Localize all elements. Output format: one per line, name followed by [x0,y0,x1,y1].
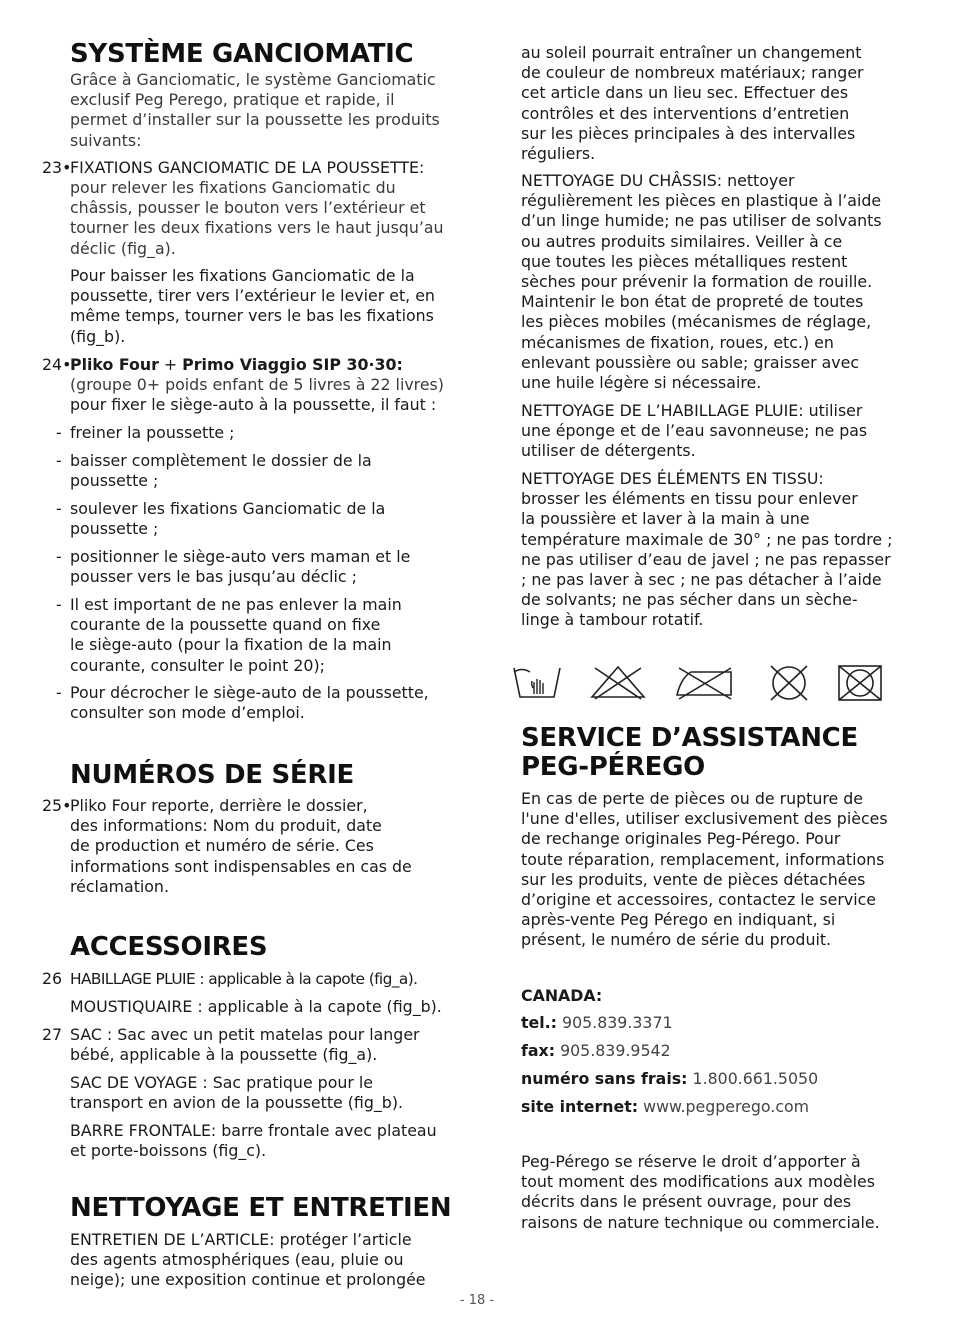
text-line: courante de la poussette quand on fixe [70,615,381,635]
text-line: ; ne pas laver à sec ; ne pas détacher à l’aide [521,570,882,590]
text-line: toute réparation, remplacement, informations [521,849,885,869]
text-line: la poussière et laver à la main à une [521,509,810,529]
bullet-dash: - [56,547,62,566]
text-line: neige); une exposition continue et prolongée [70,1270,426,1290]
item-24-intro: pour fixer le siège-auto à la poussette, il faut : [70,395,437,414]
section-title-service-1: SERVICE D’ASSISTANCE [521,723,858,753]
text-line: des informations: Nom du produit, date [70,816,382,836]
text-line: ou autres produits similaires. Veiller à ce [521,231,843,251]
text-line: Maintenir le bon état de propreté de toutes [521,292,864,312]
item-number-27: 27 [42,1025,63,1044]
text-line: Pour décrocher le siège-auto de la poussette, [70,683,429,702]
text-line: En cas de perte de pièces ou de rupture de [521,789,863,808]
section-title-accessories: ACCESSOIRES [70,932,268,962]
text-line: informations sont indispensables en cas de [70,856,412,876]
contact-label: numéro sans frais: [521,1069,688,1088]
no-bleach-icon [589,664,647,700]
text-line: contrôles et des interventions d’entretien [521,103,850,123]
text-line: BARRE FRONTALE: barre frontale avec plateau [70,1121,437,1140]
text-line: des agents atmosphériques (eau, pluie ou [70,1250,404,1270]
text-line: tout moment des modifications aux modèles [521,1172,875,1192]
text-line: freiner la poussette ; [70,423,235,442]
text-line: NETTOYAGE DE L’HABILLAGE PLUIE: utiliser [521,401,863,420]
text-line: régulièrement les pièces en plastique à l’aide [521,191,882,211]
bullet-item [70,595,402,676]
product-name: Primo Viaggio SIP 30·30: [182,355,403,374]
item-number-25: 25• [42,796,72,815]
item-27-b [70,1073,403,1113]
bullet-item [70,499,385,539]
text-line: Il est important de ne pas enlever la main [70,595,402,614]
text-line: SAC : Sac avec un petit matelas pour langer [70,1025,420,1044]
text-line: une éponge et de l’eau savonneuse; ne pas [521,421,868,441]
text-line: poussette ; [70,519,159,539]
text-line: permet d’installer sur la poussette les produits [70,110,440,130]
text-line: soulever les fixations Ganciomatic de la [70,499,386,518]
contact-toll-free [521,1069,818,1089]
text-line: poussette, tirer vers l’extérieur le levier et, en [70,286,435,306]
text-line: réguliers. [521,144,596,164]
item-23-body-2 [70,266,435,347]
section-title-cleaning: NETTOYAGE ET ENTRETIEN [70,1193,452,1223]
item-26-b: MOUSTIQUAIRE : applicable à la capote (fig_b). [70,997,442,1016]
text-line: après-vente Peg Pérego en indiquant, si [521,910,836,930]
text-line: sèches pour prévenir la formation de rouille. [521,272,873,292]
contact-tel [521,1013,673,1033]
item-number-23: 23• [42,158,72,177]
text-line: mécanismes de fixation, roues, etc.) en [521,332,834,352]
item-24-heading [70,355,403,375]
cleaning-continued [521,43,864,164]
text-line: présent, le numéro de série du produit. [521,930,832,950]
item-23-heading: FIXATIONS GANCIOMATIC DE LA POUSSETTE: [70,158,425,177]
text-line: de solvants; ne pas sécher dans un sèche- [521,590,858,610]
text-line: que toutes les pièces métalliques restent [521,251,848,271]
text-line: brosser les éléments en tissu pour enlever [521,489,858,509]
no-iron-icon [673,664,735,700]
text-line: châssis, pousser le bouton vers l’extérieur et [70,198,426,218]
text-line: tourner les deux fixations vers le haut jusqu’au [70,218,444,238]
phone-number: 905.839.3371 [562,1013,673,1032]
text-line: au soleil pourrait entraîner un changement [521,43,862,62]
text-line: réclamation. [70,876,169,896]
text-line: raisons de nature technique ou commerciale. [521,1212,880,1232]
chassis-cleaning [521,171,882,393]
item-27-c [70,1121,437,1161]
contact-label: site internet: [521,1097,639,1116]
text-line: Grâce à Ganciomatic, le système Ganciomatic [70,70,436,89]
text-line: Pour baisser les fixations Ganciomatic de la [70,266,415,285]
item-number-26: 26 [42,969,63,988]
product-name: Pliko Four [70,355,159,374]
ganciomatic-intro [70,70,440,151]
contact-label: fax: [521,1041,556,1060]
bullet-dash: - [56,423,62,442]
item-number-24: 24• [42,355,72,374]
item-26-a: HABILLAGE PLUIE : applicable à la capote (fig_a). [70,970,418,988]
text-line: utiliser de détergents. [521,441,696,461]
text-line: le siège-auto (pour la fixation de la main [70,635,392,655]
fax-number: 905.839.9542 [560,1041,671,1060]
service-text [521,789,888,951]
item-23-body [70,178,444,259]
contact-fax [521,1041,671,1061]
section-title-service-2: PEG-PÉREGO [521,752,705,782]
section-title-ganciomatic: SYSTÈME GANCIOMATIC [70,39,414,69]
no-tumble-dry-icon [835,664,885,702]
contact-country: CANADA: [521,986,603,1005]
text-line: courante, consulter le point 20); [70,655,325,675]
text-line: décrits dans le présent ouvrage, pour des [521,1192,852,1212]
toll-free-number: 1.800.661.5050 [692,1069,819,1088]
text-line: poussette ; [70,471,159,491]
text-line: et porte-boissons (fig_c). [70,1141,267,1161]
text-line: de rechange originales Peg-Pérego. Pour [521,829,841,849]
cleaning-text [70,1230,426,1291]
text-line: déclic (fig_a). [70,238,176,258]
text-line: pour relever les fixations Ganciomatic du [70,178,396,197]
text-line: de production et numéro de série. Ces [70,836,374,856]
hand-wash-icon [511,664,563,700]
contact-label: tel.: [521,1013,557,1032]
page-number: - 18 - [459,1293,495,1308]
text-line: NETTOYAGE DES ÉLÉMENTS EN TISSU: [521,469,824,488]
text-line: Pliko Four reporte, derrière le dossier, [70,796,368,815]
plus-sign: + [158,355,183,374]
text-line: ENTRETIEN DE L’ARTICLE: protéger l’article [70,1230,412,1249]
text-line: transport en avion de la poussette (fig_b). [70,1093,403,1113]
text-line: l'une d'elles, utiliser exclusivement des pièces [521,809,888,829]
bullet-item [70,683,429,723]
bullet-dash: - [56,595,62,614]
no-dry-clean-icon [763,664,815,702]
website-link[interactable]: www.pegperego.com [643,1097,810,1116]
bullet-item [70,451,372,491]
serial-text [70,796,412,897]
text-line: cet article dans un lieu sec. Effectuer des [521,83,849,103]
bullet-dash: - [56,499,62,518]
text-line: température maximale de 30° ; ne pas tordre ; [521,529,893,549]
rain-cover-cleaning [521,401,867,462]
text-line: sur les produits, vente de pièces détachées [521,869,866,889]
text-line: positionner le siège-auto vers maman et le [70,547,411,566]
text-line: sur les pièces principales à des intervalles [521,123,856,143]
text-line: Peg-Pérego se réserve le droit d’apporter à [521,1152,861,1171]
fabric-cleaning [521,469,892,631]
text-line: d’un linge humide; ne pas utiliser de solvants [521,211,882,231]
text-line: (fig_b). [70,326,126,346]
text-line: suivants: [70,130,142,150]
text-line: linge à tambour rotatif. [521,610,704,630]
text-line: d’origine et accessoires, contactez le service [521,890,876,910]
item-24-sub: (groupe 0+ poids enfant de 5 livres à 22 livres) [70,375,444,394]
text-line: une huile légère si nécessaire. [521,373,762,393]
text-line: exclusif Peg Perego, pratique et rapide, il [70,90,395,110]
text-line: baisser complètement le dossier de la [70,451,372,470]
text-line: bébé, applicable à la poussette (fig_a). [70,1045,378,1065]
item-27-a [70,1025,420,1065]
text-line: SAC DE VOYAGE : Sac pratique pour le [70,1073,374,1092]
text-line: consulter son mode d’emploi. [70,703,305,723]
bullet-item [70,547,410,587]
disclaimer [521,1152,880,1233]
bullet-item [70,423,235,443]
text-line: NETTOYAGE DU CHÂSSIS: nettoyer [521,171,795,190]
contact-website [521,1097,809,1117]
section-title-serial: NUMÉROS DE SÉRIE [70,760,354,790]
text-line: les pièces mobiles (mécanismes de réglage, [521,312,872,332]
text-line: de couleur de nombreux matériaux; ranger [521,63,864,83]
bullet-dash: - [56,451,62,470]
text-line: même temps, tourner vers le bas les fixations [70,306,434,326]
bullet-dash: - [56,683,62,702]
text-line: enlevant poussière ou sable; graisser avec [521,352,860,372]
text-line: ne pas utiliser d’eau de javel ; ne pas repasser [521,549,891,569]
text-line: pousser vers le bas jusqu’au déclic ; [70,567,357,587]
